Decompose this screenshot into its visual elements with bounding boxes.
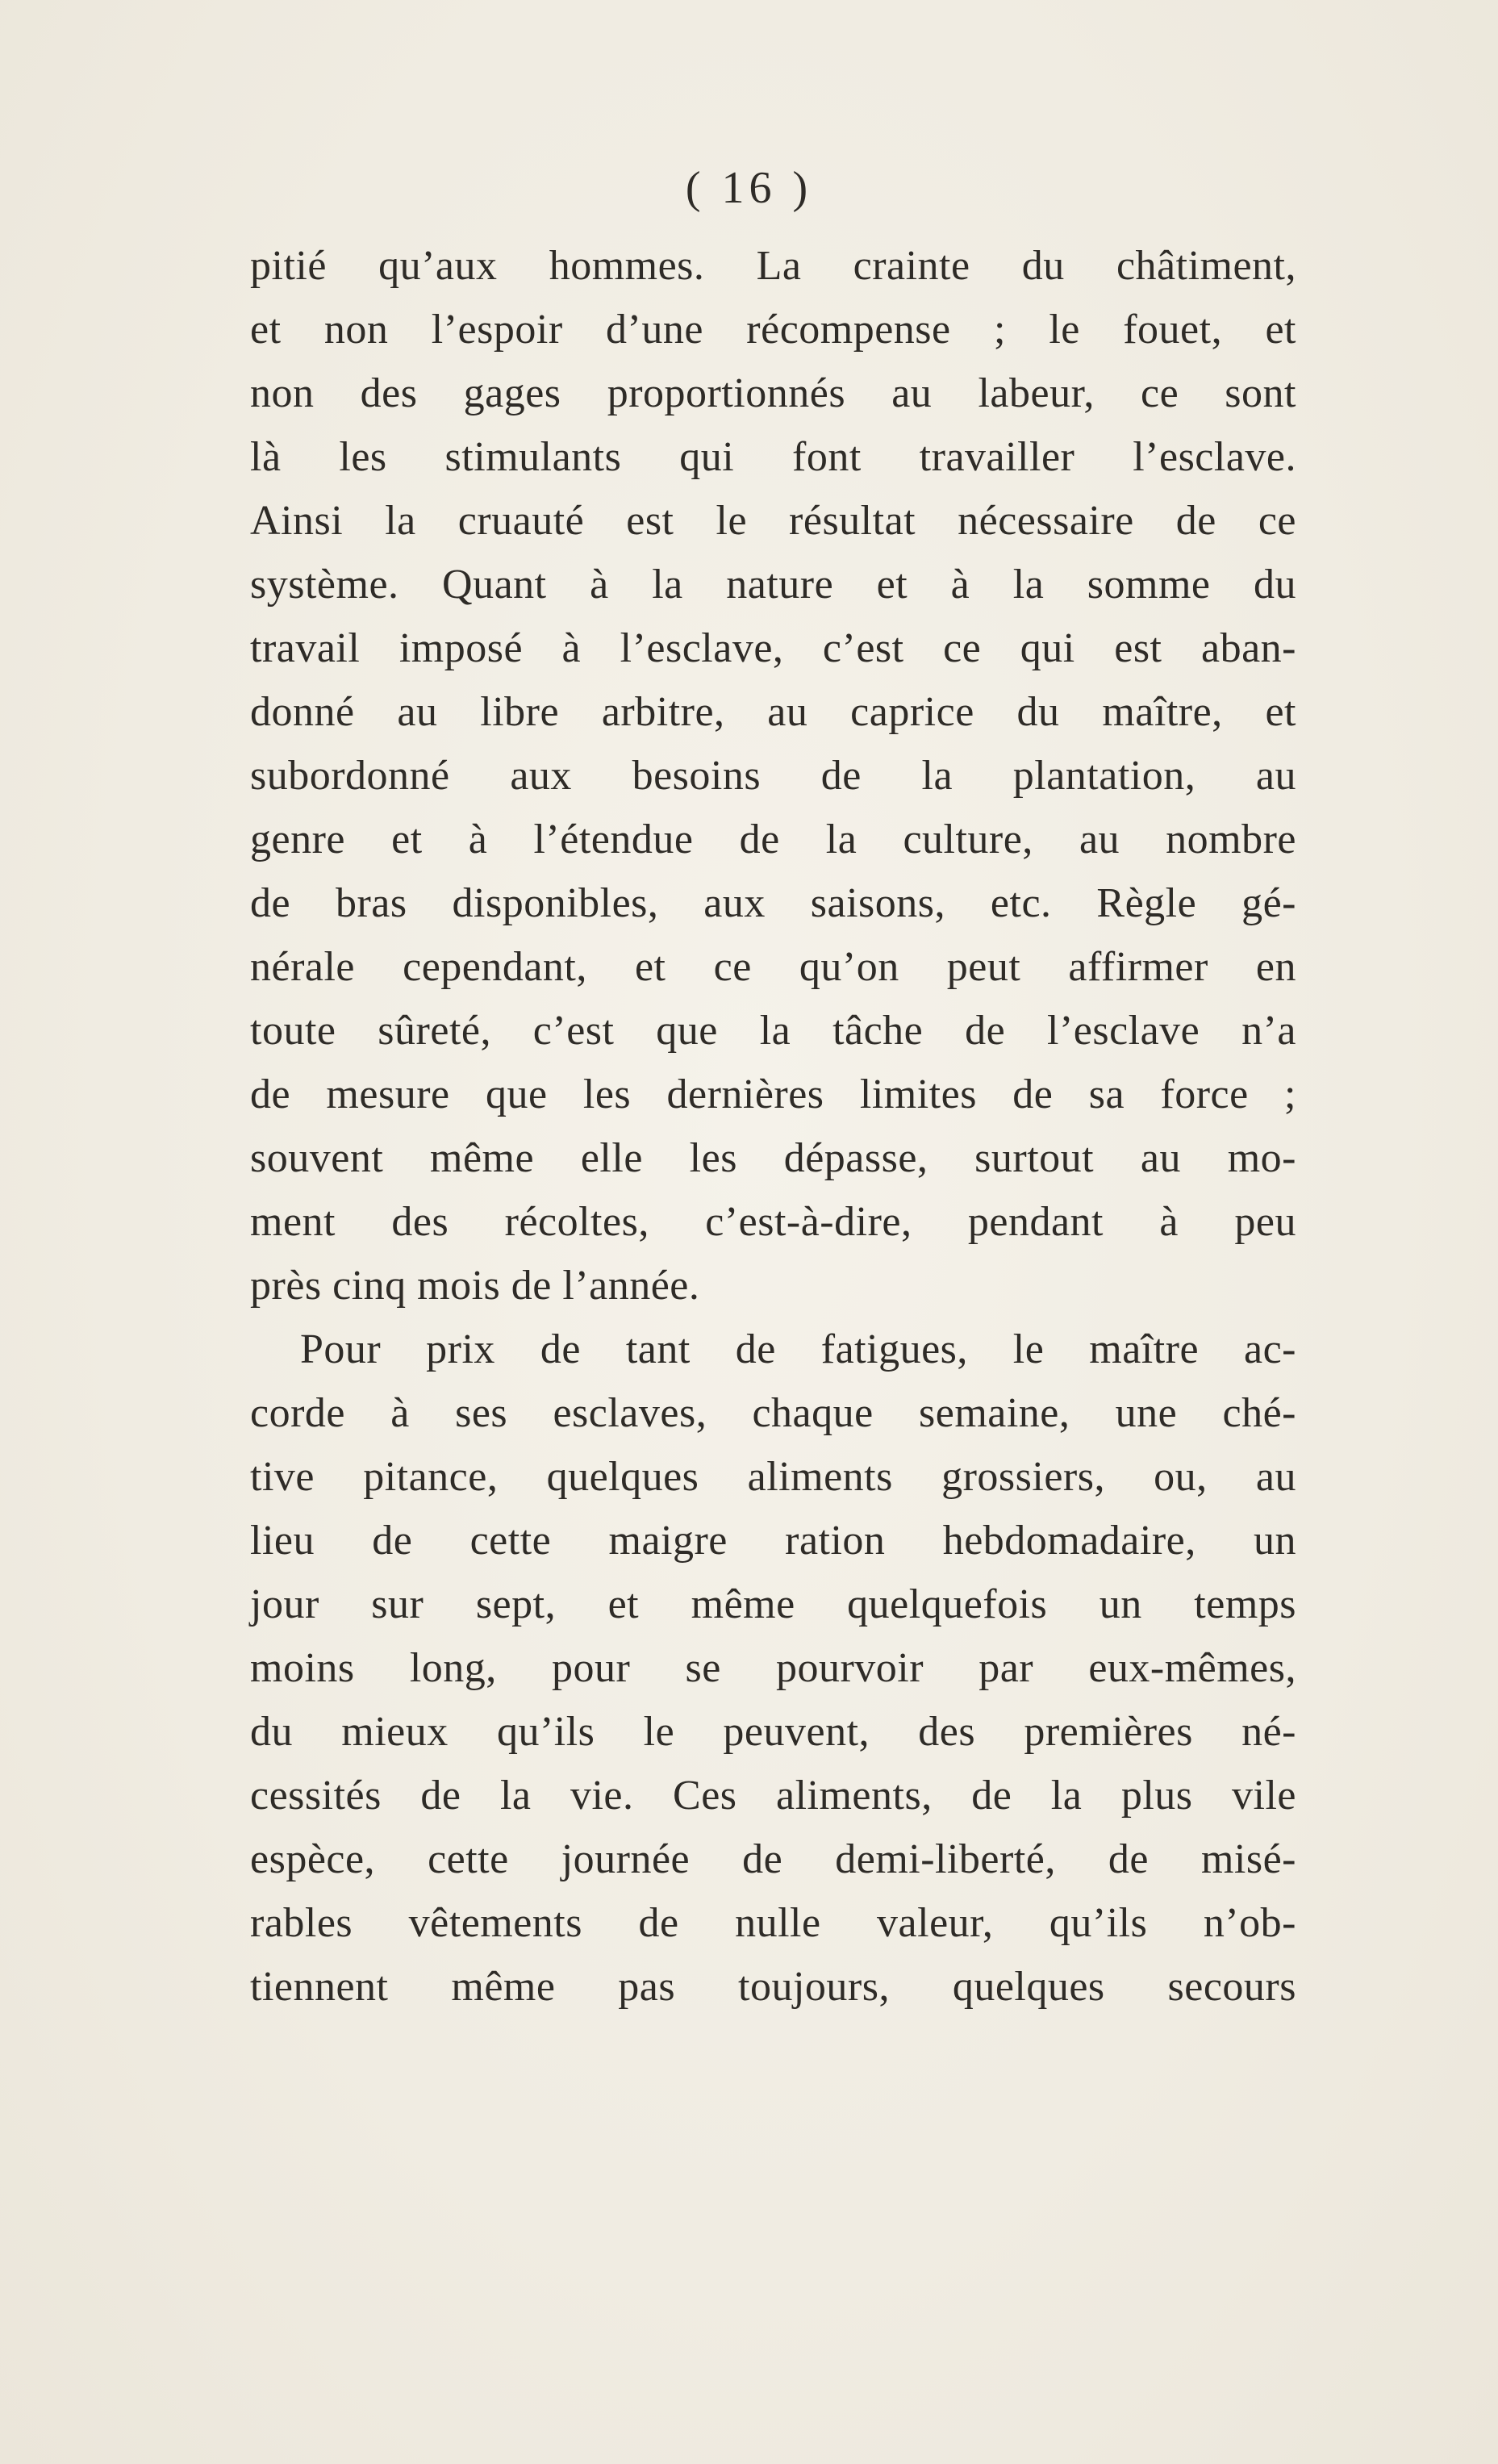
text-line: Ainsi la cruauté est le résultat nécessaire de ce [250,498,1296,544]
text-line: tive pitance, quelques aliments grossiers, ou, au [250,1454,1296,1500]
text-line: subordonné aux besoins de la plantation, au [250,753,1296,799]
text-line: de bras disponibles, aux saisons, etc. Règle gé- [250,880,1296,926]
text-line: de mesure que les dernières limites de sa force ; [250,1071,1296,1117]
text-line: genre et à l’étendue de la culture, au nombre [250,816,1296,862]
text-line: lieu de cette maigre ration hebdomadaire, un [250,1518,1296,1564]
text-line: corde à ses esclaves, chaque semaine, une ché- [250,1390,1296,1436]
text-line: du mieux qu’ils le peuvent, des premières né- [250,1709,1296,1755]
text-line: non des gages proportionnés au labeur, ce sont [250,370,1296,416]
text-line: cessités de la vie. Ces aliments, de la plus vile [250,1773,1296,1819]
text-line: souvent même elle les dépasse, surtout au mo- [250,1135,1296,1181]
text-line-paragraph-start: Pour prix de tant de fatigues, le maître ac- [300,1326,1296,1372]
text-line: toute sûreté, c’est que la tâche de l’esclave n’a [250,1008,1296,1054]
text-line: jour sur sept, et même quelquefois un temps [250,1581,1296,1627]
text-line: nérale cependant, et ce qu’on peut affirmer en [250,944,1296,990]
text-line-paragraph-end: près cinq mois de l’année. [250,1263,700,1309]
text-line: moins long, pour se pourvoir par eux-mêmes, [250,1645,1296,1691]
text-line: ment des récoltes, c’est-à-dire, pendant à peu [250,1199,1296,1245]
text-line: pitié qu’aux hommes. La crainte du châtiment, [250,243,1296,289]
text-line: donné au libre arbitre, au caprice du maître, et [250,689,1296,735]
text-line: travail imposé à l’esclave, c’est ce qui est aban- [250,625,1296,671]
text-line: système. Quant à la nature et à la somme du [250,562,1296,608]
text-line: espèce, cette journée de demi-liberté, de misé- [250,1836,1296,1882]
text-line: là les stimulants qui font travailler l’esclave. [250,434,1296,480]
text-line: et non l’espoir d’une récompense ; le fouet, et [250,307,1296,353]
text-line: tiennent même pas toujours, quelques secours [250,1964,1296,2010]
text-line: rables vêtements de nulle valeur, qu’ils n’ob- [250,1900,1296,1946]
body-text [250,234,1296,2019]
page-number: ( 16 ) [685,163,813,213]
